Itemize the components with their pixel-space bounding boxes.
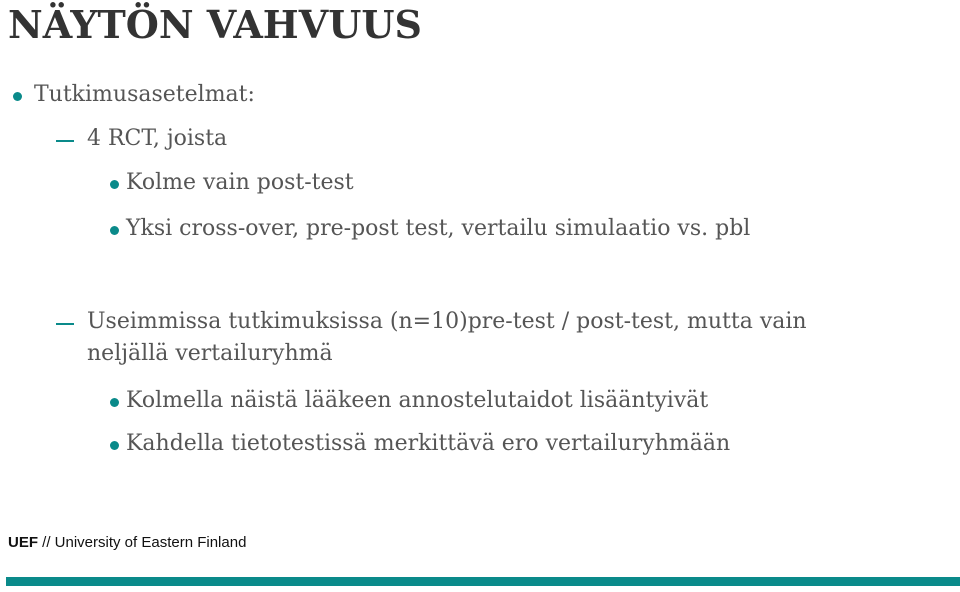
bullet-cross-over: Yksi cross-over, pre-post test, vertailu simulaatio vs. pbl — [126, 216, 751, 241]
footer-org-short: UEF — [8, 534, 38, 551]
bullet-knowledge-test: Kahdella tietotestissä merkittävä ero vertailuryhmään — [126, 431, 731, 456]
bullet-dosage-skills: Kolmella näistä lääkeen annostelutaidot lisääntyivät — [126, 388, 709, 413]
footer-separator: // — [38, 534, 55, 551]
footer-accent-bar — [6, 577, 960, 586]
bullet-dot — [110, 180, 119, 189]
dash-marker — [56, 323, 74, 325]
bullet-dot — [13, 92, 22, 101]
dash-marker — [56, 140, 74, 142]
bullet-rct: 4 RCT, joista — [87, 126, 228, 151]
bullet-dot — [110, 398, 119, 407]
bullet-most-studies-line1: Useimmissa tutkimuksissa (n=10)pre-test / post-test, mutta vain — [87, 309, 807, 334]
bullet-post-test-only: Kolme vain post-test — [126, 170, 354, 195]
bullet-most-studies-line2: neljällä vertailuryhmä — [87, 341, 333, 366]
footer — [8, 534, 246, 551]
slide-title: NÄYTÖN VAHVUUS — [8, 2, 422, 47]
bullet-research-designs: Tutkimusasetelmat: — [34, 82, 255, 107]
bullet-dot — [110, 226, 119, 235]
bullet-dot — [110, 441, 119, 450]
footer-org-full: University of Eastern Finland — [54, 534, 247, 551]
